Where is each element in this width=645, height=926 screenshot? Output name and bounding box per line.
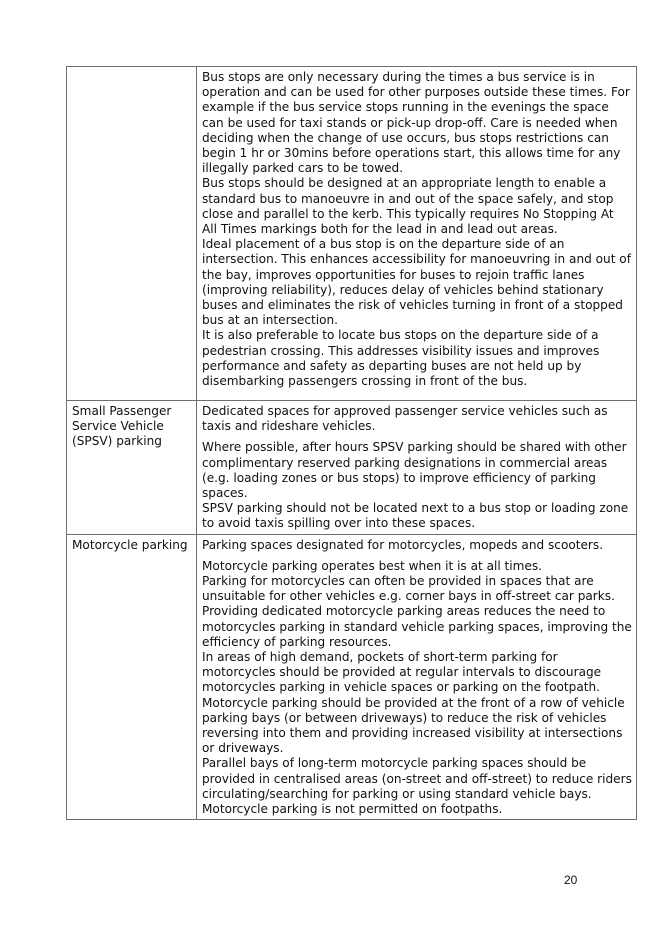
- description-paragraph: Motorcycle parking should be provided at the front of a row of vehicle parking bays (or between driveways) to reduce the risk of vehicles reversing into them and providing increased visibility at intersections or driveways.: [202, 695, 625, 756]
- description-paragraph: It is also preferable to locate bus stops on the departure side of a pedestrian crossing. This addresses visibility issues and improves performance and safety as departing buses are not held up by disembarking passengers crossing in front of the bus.: [202, 328, 600, 389]
- description-paragraph: Bus stops are only necessary during the times a bus service is in operation and can be used for other purposes outside these times. For example if the bus service stops running in the evenings the space can be used for taxi stands or pick-up drop-off. Care is needed when deciding when the change of use occurs, bus stops restrictions can begin 1 hr or 30mins before operations start, this allows time for any illegally parked cars to be towed.: [202, 70, 630, 176]
- table-row-motorcycle-parking: [67, 534, 637, 820]
- page-number: 20: [564, 873, 578, 887]
- description-paragraph: Motorcycle parking operates best when it is at all times.: [202, 558, 543, 573]
- row-description-cell: [197, 401, 637, 535]
- row-description-cell: [197, 534, 637, 820]
- description-paragraph: Parking spaces designated for motorcycles, mopeds and scooters.: [202, 537, 604, 552]
- description-paragraph: SPSV parking should not be located next to a bus stop or loading zone to avoid taxis spilling over into these spaces.: [202, 501, 629, 531]
- row-label: Motorcycle parking: [72, 537, 188, 552]
- row-label-cell: [67, 67, 197, 401]
- description-paragraph: Where possible, after hours SPSV parking should be shared with other complimentary reserved parking designations in commercial areas (e.g. loading zones or bus stops) to improve efficiency of parking spaces.: [202, 440, 627, 501]
- row-description-cell: [197, 67, 637, 401]
- description-paragraph: Providing dedicated motorcycle parking areas reduces the need to motorcycles parking in standard vehicle parking spaces, improving the efficiency of parking resources.: [202, 604, 632, 649]
- description-paragraph: Parking for motorcycles can often be provided in spaces that are unsuitable for other vehicles e.g. corner bays in off-street car parks.: [202, 574, 615, 604]
- row-label: Small Passenger Service Vehicle (SPSV) parking: [72, 404, 172, 449]
- row-label-cell: [67, 534, 197, 820]
- description-paragraph: Bus stops should be designed at an appropriate length to enable a standard bus to manoeuvre in and out of the space safely, and stop close and parallel to the kerb. This typically requires No Stopping At All Times markings both for the lead in and lead out areas.: [202, 176, 614, 237]
- description-paragraph: Dedicated spaces for approved passenger service vehicles such as taxis and rideshare vehicles.: [202, 404, 608, 434]
- description-paragraph: In areas of high demand, pockets of short-term parking for motorcycles should be provided at regular intervals to discourage motorcycles parking in vehicle spaces or parking on the footpath.: [202, 650, 602, 695]
- description-paragraph: Parallel bays of long-term motorcycle parking spaces should be provided in centralised areas (on-street and off-street) to reduce riders circulating/searching for parking or using standard vehicle bays.: [202, 756, 632, 801]
- table-row-bus-stops: [67, 67, 637, 401]
- description-paragraph: Motorcycle parking is not permitted on footpaths.: [202, 802, 503, 817]
- description-paragraph: Ideal placement of a bus stop is on the departure side of an intersection. This enhances accessibility for manoeuvring in and out of the bay, improves opportunities for buses to rejoin traffic lanes (improving reliability), reduces delay of vehicles behind stationary buses and eliminates the risk of vehicles turning in front of a stopped bus at an intersection.: [202, 237, 631, 328]
- row-label-cell: [67, 401, 197, 535]
- table-row-spsv-parking: [67, 401, 637, 535]
- parking-designations-table: [66, 66, 637, 820]
